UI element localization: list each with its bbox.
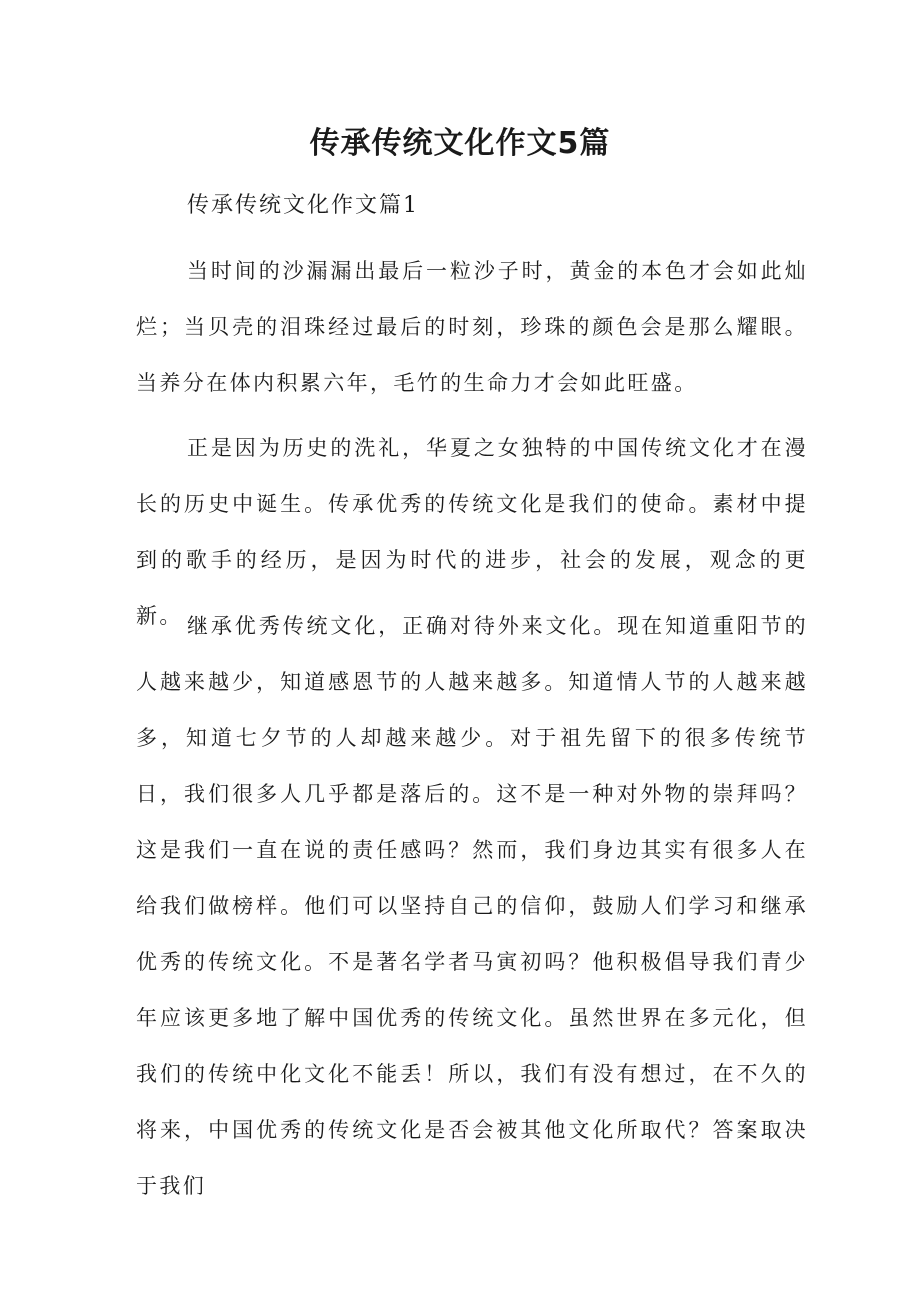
paragraph-3: 继承优秀传统文化，正确对待外来文化。现在知道重阳节的人越来越少，知道感恩节的人越来越多。知道情人节的人越来越多，知道七夕节的人却越来越少。对于祖先留下的很多传统节日，我们很多人几乎都是落后的。这不是一种对外物的崇拜吗？这是我们一直在说的责任感吗？然而，我们身边其实有很多人在给我们做榜样。他们可以坚持自己的信仰，鼓励人们学习和继承优秀的传统文化。不是著名学者马寅初吗？他积极倡导我们青少年应该更多地了解中国优秀的传统文化。虽然世界在多元化，但我们的传统中化文化不能丢！所以，我们有没有想过，在不久的将来，中国优秀的传统文化是否会被其他文化所取代？答案取决于我们 — [136, 614, 808, 1198]
page-title: 传承传统文化作文5篇 — [309, 126, 611, 161]
paragraph-2: 正是因为历史的洗礼，华夏之女独特的中国传统文化才在漫长的历史中诞生。传承优秀的传统文化是我们的使命。素材中提到的歌手的经历，是因为时代的进步，社会的发展，观念的更新。 — [136, 436, 808, 628]
paragraph-1: 当时间的沙漏漏出最后一粒沙子时，黄金的本色才会如此灿烂；当贝壳的泪珠经过最后的时刻，珍珠的颜色会是那么耀眼。当养分在体内积累六年，毛竹的生命力才会如此旺盛。 — [136, 259, 808, 395]
section-heading: 传承传统文化作文篇1 — [187, 193, 419, 218]
